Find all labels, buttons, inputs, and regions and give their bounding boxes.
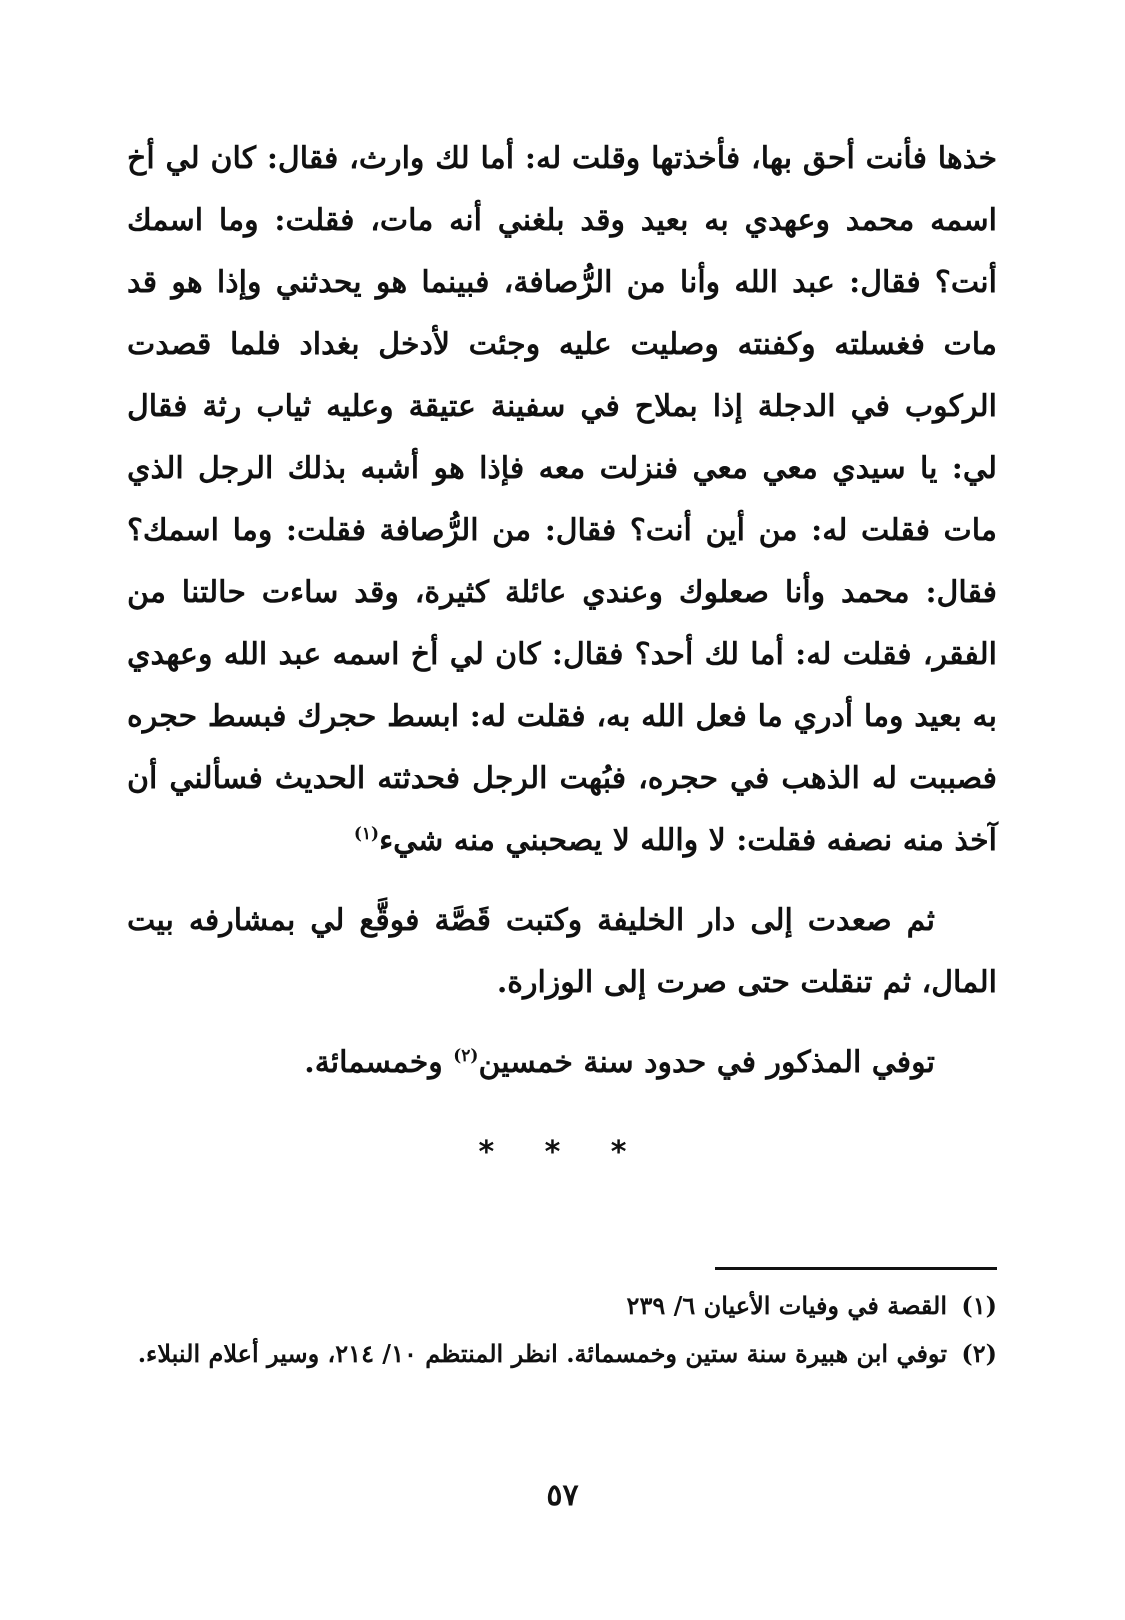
footnote-item xyxy=(127,1330,997,1378)
footnote-divider xyxy=(715,1267,997,1270)
footnote-text: القصة في وفيات الأعيان ٦/ ٢٣٩ xyxy=(626,1291,947,1320)
paragraph-story-text: خذها فأنت أحق بها، فأخذتها وقلت له: أما لك وارث، فقال: كان لي أخ اسمه محمد وعهدي به بعيد وقد بلغني أنه مات، فقلت: وما اسمك أنت؟ فقال: عبد الله وأنا من الرُّصافة، فبينما هو يحدثني وإذا هو قد مات فغسلته وكفنته وصليت عليه وجئت لأدخل بغداد فلما قصدت الركوب في الدجلة إذا بملاح في سفينة عتيقة وعليه ثياب رثة فقال لي: يا سيدي معي معي فنزلت معه فإذا هو أشبه بذلك الرجل الذي مات فقلت له: من أين أنت؟ فقال: من الرُّصافة فقلت: وما اسمك؟ فقال: محمد وأنا صعلوك وعندي عائلة كثيرة، وقد ساءت حالتنا من الفقر، فقلت له: أما لك أحد؟ فقال: كان لي أخ اسمه عبد الله وعهدي به بعيد وما أدري ما فعل الله به، فقلت له: ابسط حجرك فبسط حجره فصببت له الذهب في حجره، فبُهت الرجل فحدثته الحديث فسألني أن آخذ منه نصفه فقلت: لا والله لا يصحبني منه شيء xyxy=(127,141,997,858)
footnote-ref-2: (٢) xyxy=(453,1046,479,1066)
main-text xyxy=(127,128,997,1094)
paragraph-death-text-start: توفي المذكور في حدود سنة خمسين xyxy=(478,1045,935,1080)
footnote-text: توفي ابن هبيرة سنة ستين وخمسمائة. انظر المنتظم ١٠/ ٢١٤، وسير أعلام النبلاء. xyxy=(137,1339,947,1368)
paragraph-death-text-end: وخمسمائة. xyxy=(304,1045,454,1080)
footnote-ref-1: (١) xyxy=(353,824,380,844)
footnotes xyxy=(127,1282,997,1378)
paragraph-story xyxy=(127,128,997,872)
page-number: ٥٧ xyxy=(546,1478,579,1513)
section-separator-stars: * * * xyxy=(478,1135,647,1170)
footnote-number: (٢) xyxy=(961,1339,997,1368)
paragraph-vizier: ثم صعدت إلى دار الخليفة وكتبت قَصَّة فوقَّع لي بمشارفه بيت المال، ثم تنقلت حتى صرت إلى الوزارة. xyxy=(127,903,997,1000)
footnote-number: (١) xyxy=(961,1291,997,1320)
paragraph-death xyxy=(127,1032,997,1094)
footnote-item xyxy=(127,1282,997,1330)
